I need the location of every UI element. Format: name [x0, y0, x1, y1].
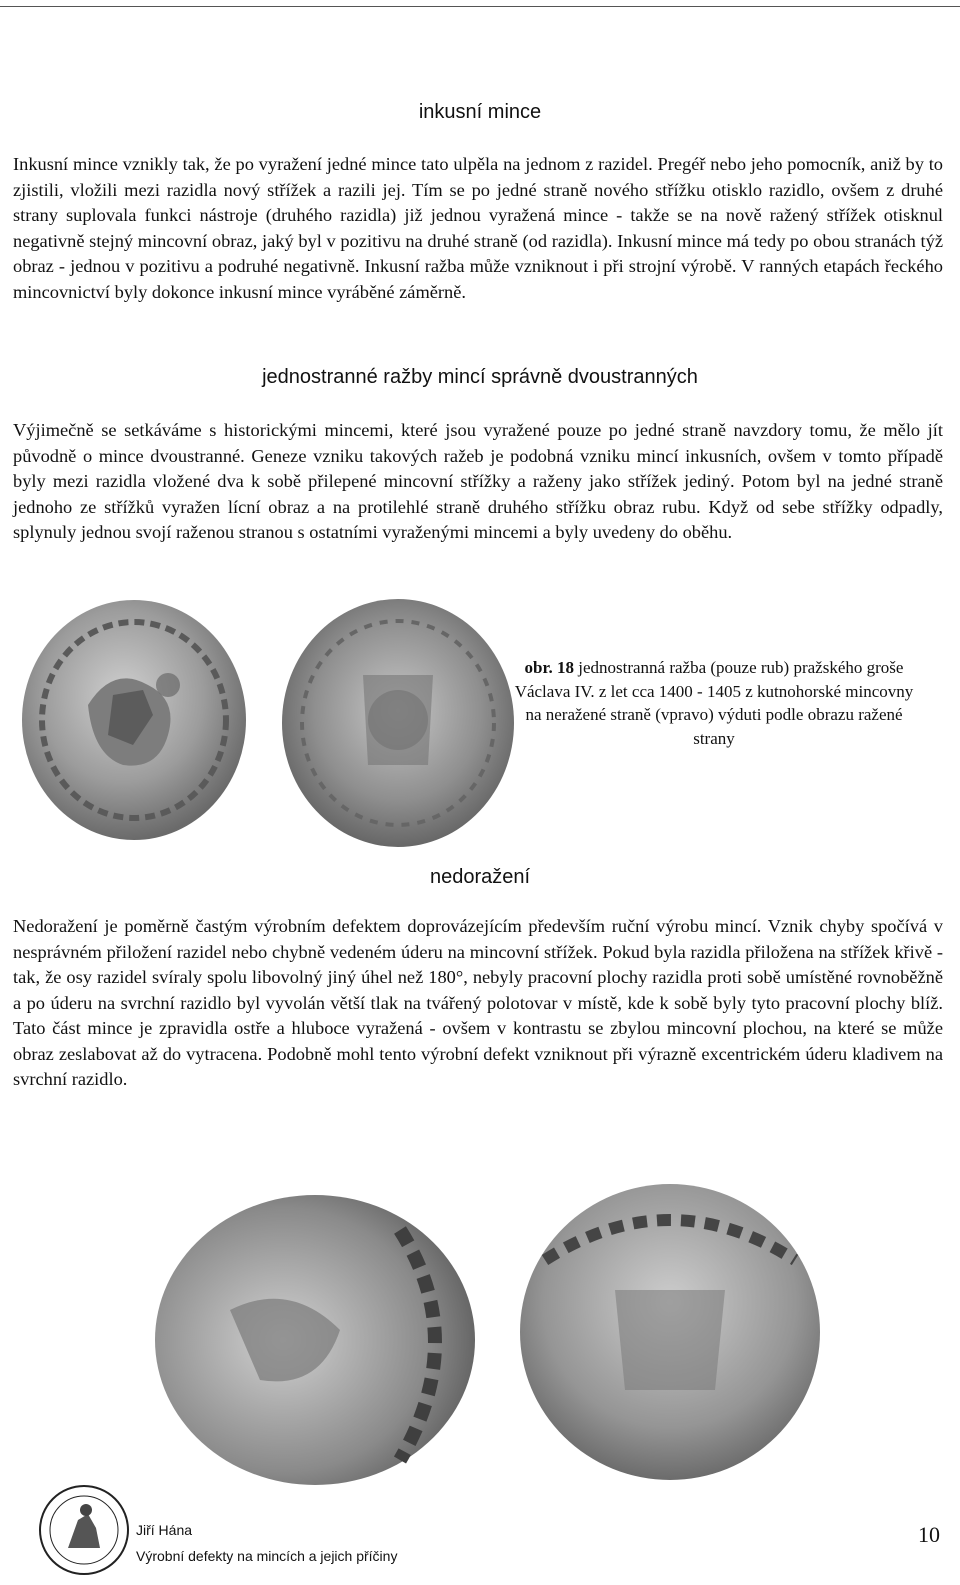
footer-author: Jiří Hána: [136, 1522, 193, 1538]
figure-label: obr.: [524, 658, 553, 677]
coin-photo-reverse: [278, 595, 518, 850]
coin-photo-nedorazeni-left: [150, 1190, 480, 1490]
figure-caption-text: jednostranná ražba (pouze rub) pražského groše Václava IV. z let cca 1400 - 1405 z kutnohorské mincovny na neražené straně (vpravo) výduti podle obrazu ražené strany: [514, 658, 914, 748]
coin-photo-obverse: [18, 595, 250, 845]
page-number: 10: [918, 1522, 940, 1547]
figure-number: 18: [556, 658, 574, 677]
publisher-seal-logo: [38, 1484, 130, 1576]
paragraph-jednostranne: Výjimečně se setkáváme s historickými mincemi, které jsou vyražené pouze po jedné straně navzdory tomu, že mělo jít původně o mince dvoustranné. Geneze vzniku takových ražeb je podobná vzniku mincí inkusních, ovšem v tomto případě byly mezi razidla vložené dva k sobě přilepené mincovní střížky a raženy jako střížek jediný. Potom byl na jedné straně jednoho ze střížků vyražen lícní obraz a na protilehlé straně druhého střížku obraz rubu. Když od sebe střížky odpadly, splynuly jednou svojí raženou stranou s ostatními vyraženými mincemi a byly uvedeny do oběhu.: [13, 420, 943, 542]
section-heading-nedorazeni: nedoražení: [429, 866, 531, 888]
footer-title: Výrobní defekty na mincích a jejich příčiny: [136, 1548, 398, 1564]
top-rule: [0, 6, 960, 7]
paragraph-inkusni: Inkusní mince vznikly tak, že po vyražení jedné mince tato ulpěla na jednom z razidel. Pregéř nebo jeho pomocník, aniž by to zjistili, vložili mezi razidla nový střížek a razili jej. Tím se po jedné straně nového střížku otisklo razidlo, ovšem z druhé strany suplovala funkci nástroje (druhého razidla) již jednou vyražená mince - takže se na nově ražený střížek otisknul negativně stejný mincovní obraz, jaký byl v pozitivu na druhé straně (od razidla). Inkusní mince má tedy po obou stranách týž obraz - jednou v pozitivu a podruhé negativně. Inkusní ražba může vzniknout i při strojní výrobě. V ranných etapách řeckého mincovnictví byly dokonce inkusní mince vyráběné záměrně.: [13, 154, 943, 302]
paragraph-nedorazeni: Nedoražení je poměrně častým výrobním defektem doprovázejícím především ruční výrobu mincí. Vznik chyby spočívá v nesprávném přiložení razidel nebo chybně vedeném úderu na mincovní střížek. Pokud byla razidla přiložena na střížek křivě - tak, že osy razidel svíraly spolu libovolný jiný úhel než 180°, nebyly pracovní plochy razidla proti sobě umístěné rovnoběžně a po úderu na svrchní razidlo byl vyvolán větší tlak na tvářený polotovar v místě, kde k sobě byly tyto pracovní plochy blíž. Tato část mince je zpravidla ostře a hluboce vyražená - ovšem v kontrastu se zbylou mincovní plochou, na které se může obraz zeslabovat až do vytracena. Podobně mohl tento výrobní defekt vzniknout při výrazně excentrickém úderu kladivem na svrchní razidlo.: [13, 916, 943, 1089]
coin-photo-nedorazeni-right: [515, 1180, 825, 1485]
section-heading-inkusni: inkusní mince: [418, 101, 542, 123]
section-heading-jednostranne: jednostranné ražby mincí správně dvoustranných: [262, 366, 698, 388]
figure-caption: [514, 656, 914, 750]
